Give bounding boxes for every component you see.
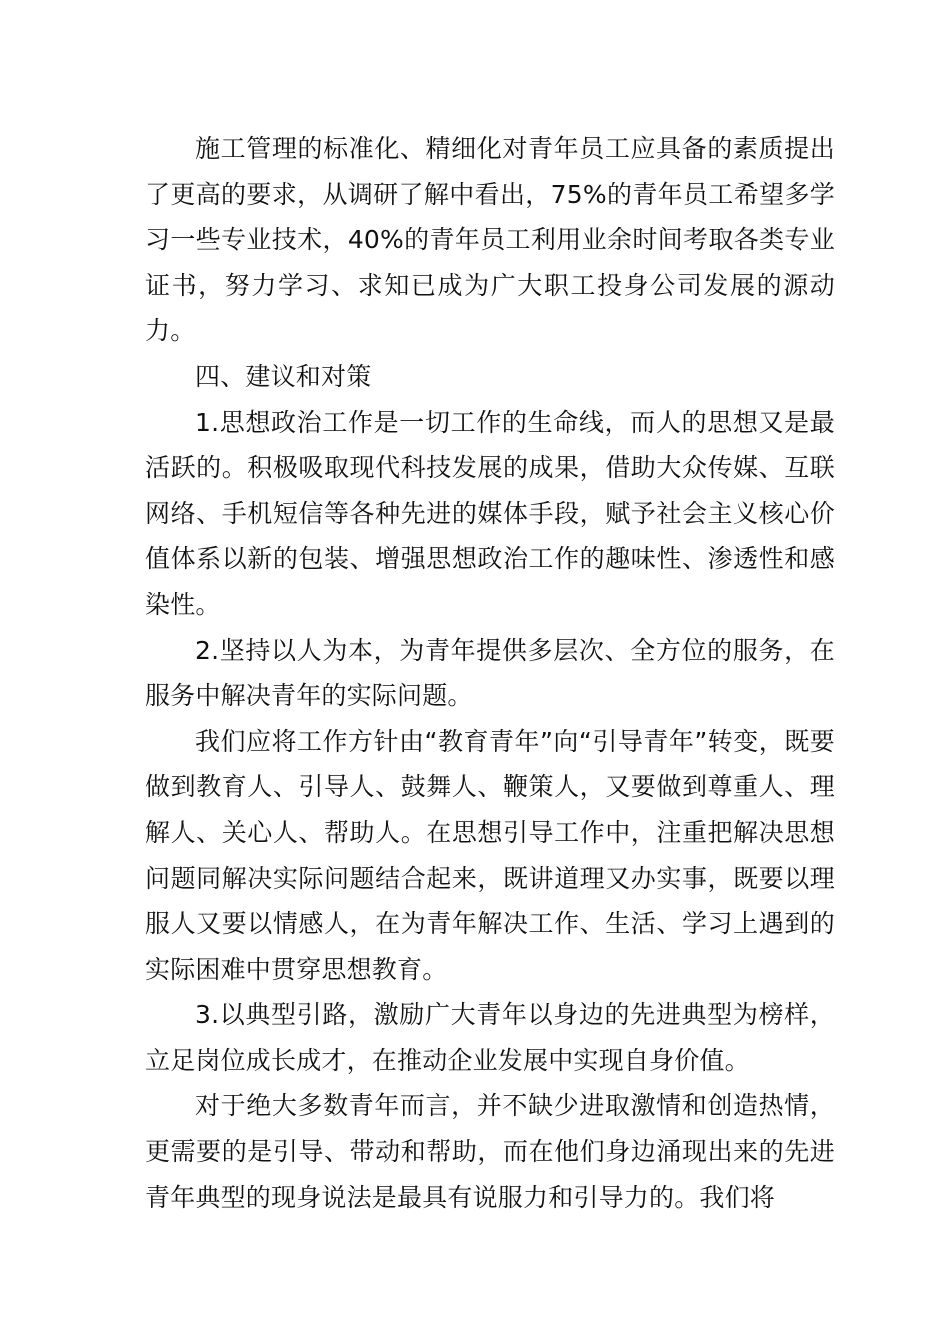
paragraph-role-models: 对于绝大多数青年而言，并不缺少进取激情和创造热情，更需要的是引导、带动和帮助，而在他们身边涌现出来的先进青年典型的现身说法是最具有说服力和引导力的。我们将 — [145, 1091, 835, 1212]
paragraph-standardization: 施工管理的标准化、精细化对青年员工应具备的素质提出了更高的要求，从调研了解中看出，75%的青年员工希望多学习一些专业技术，40%的青年员工利用业余时间考取各类专业证书，努力学习、求知已成为广大职工投身公司发展的源动力。 — [145, 134, 835, 346]
document-body — [145, 126, 835, 1220]
paragraph-point-1: 1.思想政治工作是一切工作的生命线，而人的思想又是最活跃的。积极吸取现代科技发展的成果，借助大众传媒、互联网络、手机短信等各种先进的媒体手段，赋予社会主义核心价值体系以新的包装、增强思想政治工作的趣味性、渗透性和感染性。 — [145, 407, 835, 619]
paragraph-point-2: 2.坚持以人为本，为青年提供多层次、全方位的服务，在服务中解决青年的实际问题。 — [145, 635, 835, 711]
paragraph-point-3: 3.以典型引路，激励广大青年以身边的先进典型为榜样，立足岗位成长成才，在推动企业发展中实现自身价值。 — [145, 1000, 835, 1075]
paragraph-guidance: 我们应将工作方针由“教育青年”向“引导青年”转变，既要做到教育人、引导人、鼓舞人、鞭策人，又要做到尊重人、理解人、关心人、帮助人。在思想引导工作中，注重把解决思想问题同解决实际问题结合起来，既讲道理又办实事，既要以理服人又要以情感人，在为青年解决工作、生活、学习上遇到的实际困难中贯穿思想教育。 — [145, 726, 835, 984]
section-heading-suggestions: 四、建议和对策 — [195, 361, 372, 391]
